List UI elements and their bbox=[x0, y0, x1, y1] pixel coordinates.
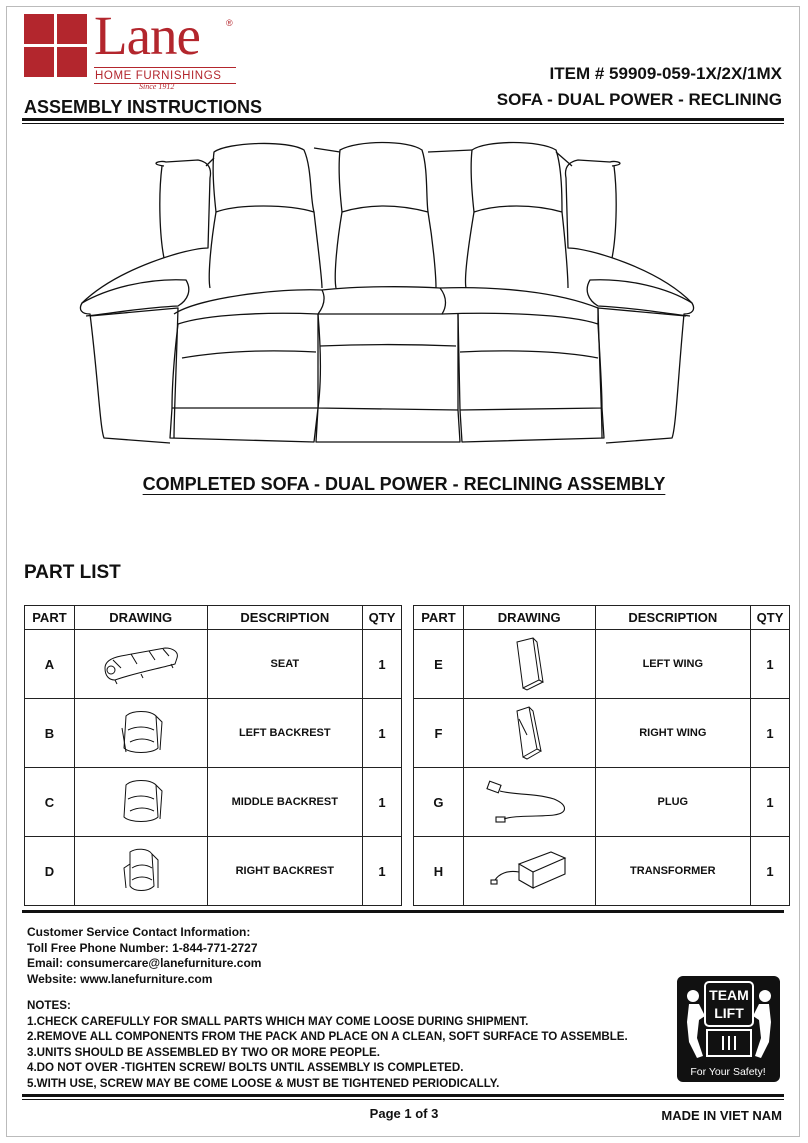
item-number: ITEM # 59909-059-1X/2X/1MX bbox=[549, 64, 782, 83]
logo-square bbox=[24, 14, 54, 44]
part-description: LEFT BACKREST bbox=[207, 699, 363, 768]
part-drawing bbox=[463, 630, 595, 699]
col-header-description: DESCRIPTION bbox=[207, 606, 363, 630]
part-description: LEFT WING bbox=[595, 630, 751, 699]
lane-logo bbox=[24, 5, 242, 92]
contact-heading: Customer Service Contact Information: bbox=[27, 925, 251, 939]
transformer-icon bbox=[489, 846, 569, 896]
part-drawing bbox=[463, 699, 595, 768]
part-qty: 1 bbox=[363, 630, 402, 699]
wing-icon bbox=[509, 705, 549, 761]
part-list-title: PART LIST bbox=[24, 562, 121, 583]
team-lift-badge bbox=[677, 976, 780, 1082]
table-row bbox=[414, 630, 790, 699]
badge-line1: TEAM bbox=[709, 987, 749, 1003]
part-letter: E bbox=[414, 630, 464, 699]
document-title: ASSEMBLY INSTRUCTIONS bbox=[24, 97, 263, 117]
part-drawing bbox=[74, 768, 207, 837]
part-table-left bbox=[24, 605, 402, 906]
backrest-icon bbox=[116, 708, 166, 758]
table-row bbox=[414, 699, 790, 768]
wing-icon bbox=[509, 636, 549, 692]
part-qty: 1 bbox=[751, 630, 790, 699]
logo-since: Since 1912 bbox=[139, 82, 175, 91]
part-description: SEAT bbox=[207, 630, 363, 699]
part-description: RIGHT WING bbox=[595, 699, 751, 768]
sofa-illustration bbox=[78, 138, 698, 448]
note-item: 2.REMOVE ALL COMPONENTS FROM THE PACK AND PLACE ON A CLEAN, SOFT SURFACE TO ASSEMBLE. bbox=[27, 1030, 628, 1043]
part-qty: 1 bbox=[751, 837, 790, 906]
footer-divider-thin bbox=[22, 1099, 784, 1100]
backrest-icon bbox=[116, 846, 166, 896]
footer-divider bbox=[22, 1094, 784, 1097]
part-letter: C bbox=[25, 768, 75, 837]
logo-rule bbox=[94, 67, 236, 68]
part-table-right bbox=[413, 605, 790, 906]
table-row bbox=[414, 837, 790, 906]
col-header-qty: QTY bbox=[363, 606, 402, 630]
part-letter: D bbox=[25, 837, 75, 906]
table-row bbox=[25, 837, 402, 906]
plug-icon bbox=[484, 777, 574, 827]
note-item: 5.WITH USE, SCREW MAY BE COME LOOSE & MUST BE TIGHTENED PERIODICALLY. bbox=[27, 1076, 500, 1090]
note-item: 1.CHECK CAREFULLY FOR SMALL PARTS WHICH MAY COME LOOSE DURING SHIPMENT. bbox=[27, 1014, 529, 1028]
made-in: MADE IN VIET NAM bbox=[661, 1108, 782, 1123]
section-divider bbox=[22, 910, 784, 913]
table-header-row bbox=[25, 606, 402, 630]
logo-tagline: HOME FURNISHINGS bbox=[95, 70, 222, 82]
contact-email: Email: consumercare@lanefurniture.com bbox=[27, 956, 262, 970]
part-description: PLUG bbox=[595, 768, 751, 837]
part-description: MIDDLE BACKREST bbox=[207, 768, 363, 837]
col-header-part: PART bbox=[414, 606, 464, 630]
part-letter: H bbox=[414, 837, 464, 906]
col-header-qty: QTY bbox=[751, 606, 790, 630]
logo-square bbox=[24, 47, 54, 77]
logo-wordmark: Lane bbox=[94, 5, 200, 66]
table-row bbox=[25, 768, 402, 837]
part-letter: A bbox=[25, 630, 75, 699]
table-row bbox=[25, 630, 402, 699]
col-header-drawing: DRAWING bbox=[74, 606, 207, 630]
completed-caption bbox=[0, 474, 808, 495]
completed-caption-text: COMPLETED SOFA - DUAL POWER - RECLINING ASSEMBLY bbox=[142, 474, 666, 494]
backrest-icon bbox=[116, 777, 166, 827]
page-number: Page 1 of 3 bbox=[369, 1106, 439, 1121]
logo-square bbox=[57, 14, 87, 44]
note-item: 3.UNITS SHOULD BE ASSEMBLED BY TWO OR MORE PEOPLE. bbox=[27, 1045, 380, 1059]
part-letter: B bbox=[25, 699, 75, 768]
table-row bbox=[414, 768, 790, 837]
badge-line3: For Your Safety! bbox=[690, 1066, 766, 1078]
part-drawing bbox=[463, 837, 595, 906]
registered-mark: ® bbox=[226, 18, 233, 28]
col-header-description: DESCRIPTION bbox=[595, 606, 751, 630]
col-header-drawing: DRAWING bbox=[463, 606, 595, 630]
part-qty: 1 bbox=[363, 699, 402, 768]
part-drawing bbox=[74, 630, 207, 699]
header-divider bbox=[22, 118, 784, 121]
header-divider-thin bbox=[22, 123, 784, 124]
part-qty: 1 bbox=[363, 768, 402, 837]
product-title: SOFA - DUAL POWER - RECLINING bbox=[496, 90, 782, 109]
part-description: TRANSFORMER bbox=[595, 837, 751, 906]
part-qty: 1 bbox=[751, 768, 790, 837]
note-item: 4.DO NOT OVER -TIGHTEN SCREW/ BOLTS UNTIL ASSEMBLY IS COMPLETED. bbox=[27, 1061, 464, 1074]
contact-website: Website: www.lanefurniture.com bbox=[27, 971, 213, 986]
team-lift-icon bbox=[677, 976, 780, 1082]
table-header-row bbox=[414, 606, 790, 630]
contact-info bbox=[27, 925, 261, 987]
part-drawing bbox=[74, 837, 207, 906]
notes bbox=[27, 998, 628, 1091]
part-letter: F bbox=[414, 699, 464, 768]
part-description: RIGHT BACKREST bbox=[207, 837, 363, 906]
table-row bbox=[25, 699, 402, 768]
part-qty: 1 bbox=[751, 699, 790, 768]
notes-heading: NOTES: bbox=[27, 999, 71, 1012]
part-drawing bbox=[463, 768, 595, 837]
seat-icon bbox=[101, 642, 181, 686]
part-letter: G bbox=[414, 768, 464, 837]
part-qty: 1 bbox=[363, 837, 402, 906]
badge-line2: LIFT bbox=[714, 1005, 744, 1021]
part-drawing bbox=[74, 699, 207, 768]
contact-phone: Toll Free Phone Number: 1-844-771-2727 bbox=[27, 940, 258, 955]
col-header-part: PART bbox=[25, 606, 75, 630]
logo-square bbox=[57, 47, 87, 77]
